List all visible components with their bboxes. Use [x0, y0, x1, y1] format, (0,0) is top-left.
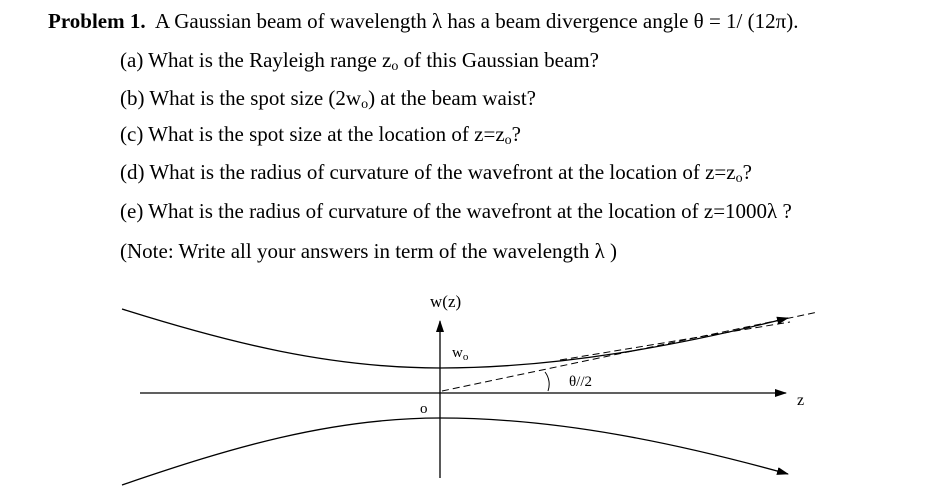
angle-arc — [545, 372, 549, 391]
waist-label: $w_o$ — [452, 345, 469, 363]
question-d: (d) What is the radius of curvature of the wavefront at the location of $z=z_o$? — [120, 160, 752, 186]
question-e: (e) What is the radius of curvature of the wavefront at the location of z=1000λ ? — [120, 199, 792, 223]
angle-label: θ//2 — [569, 374, 593, 390]
asymptote-line — [442, 312, 818, 391]
y-axis-label: w(z) — [430, 292, 462, 311]
question-c: (c) What is the spot size at the location of $z=z_o$? — [120, 122, 521, 148]
z-axis-label: z — [797, 392, 805, 409]
note: (Note: Write all your answers in term of the wavelength λ ) — [120, 239, 618, 263]
problem-text: A Gaussian beam of wavelength λ has a beam divergence angle θ = 1/ (12π). — [154, 9, 799, 33]
origin-label: o — [420, 401, 428, 417]
problem-label: Problem 1. — [48, 9, 146, 33]
question-b: (b) What is the spot size $(2w_o)$ at the beam waist? — [120, 86, 536, 112]
lower-beam-envelope — [122, 418, 788, 485]
question-a: (a) What is the Rayleigh range $z_o$ of this Gaussian beam? — [120, 48, 599, 74]
asymptote-line-offset — [560, 322, 790, 360]
